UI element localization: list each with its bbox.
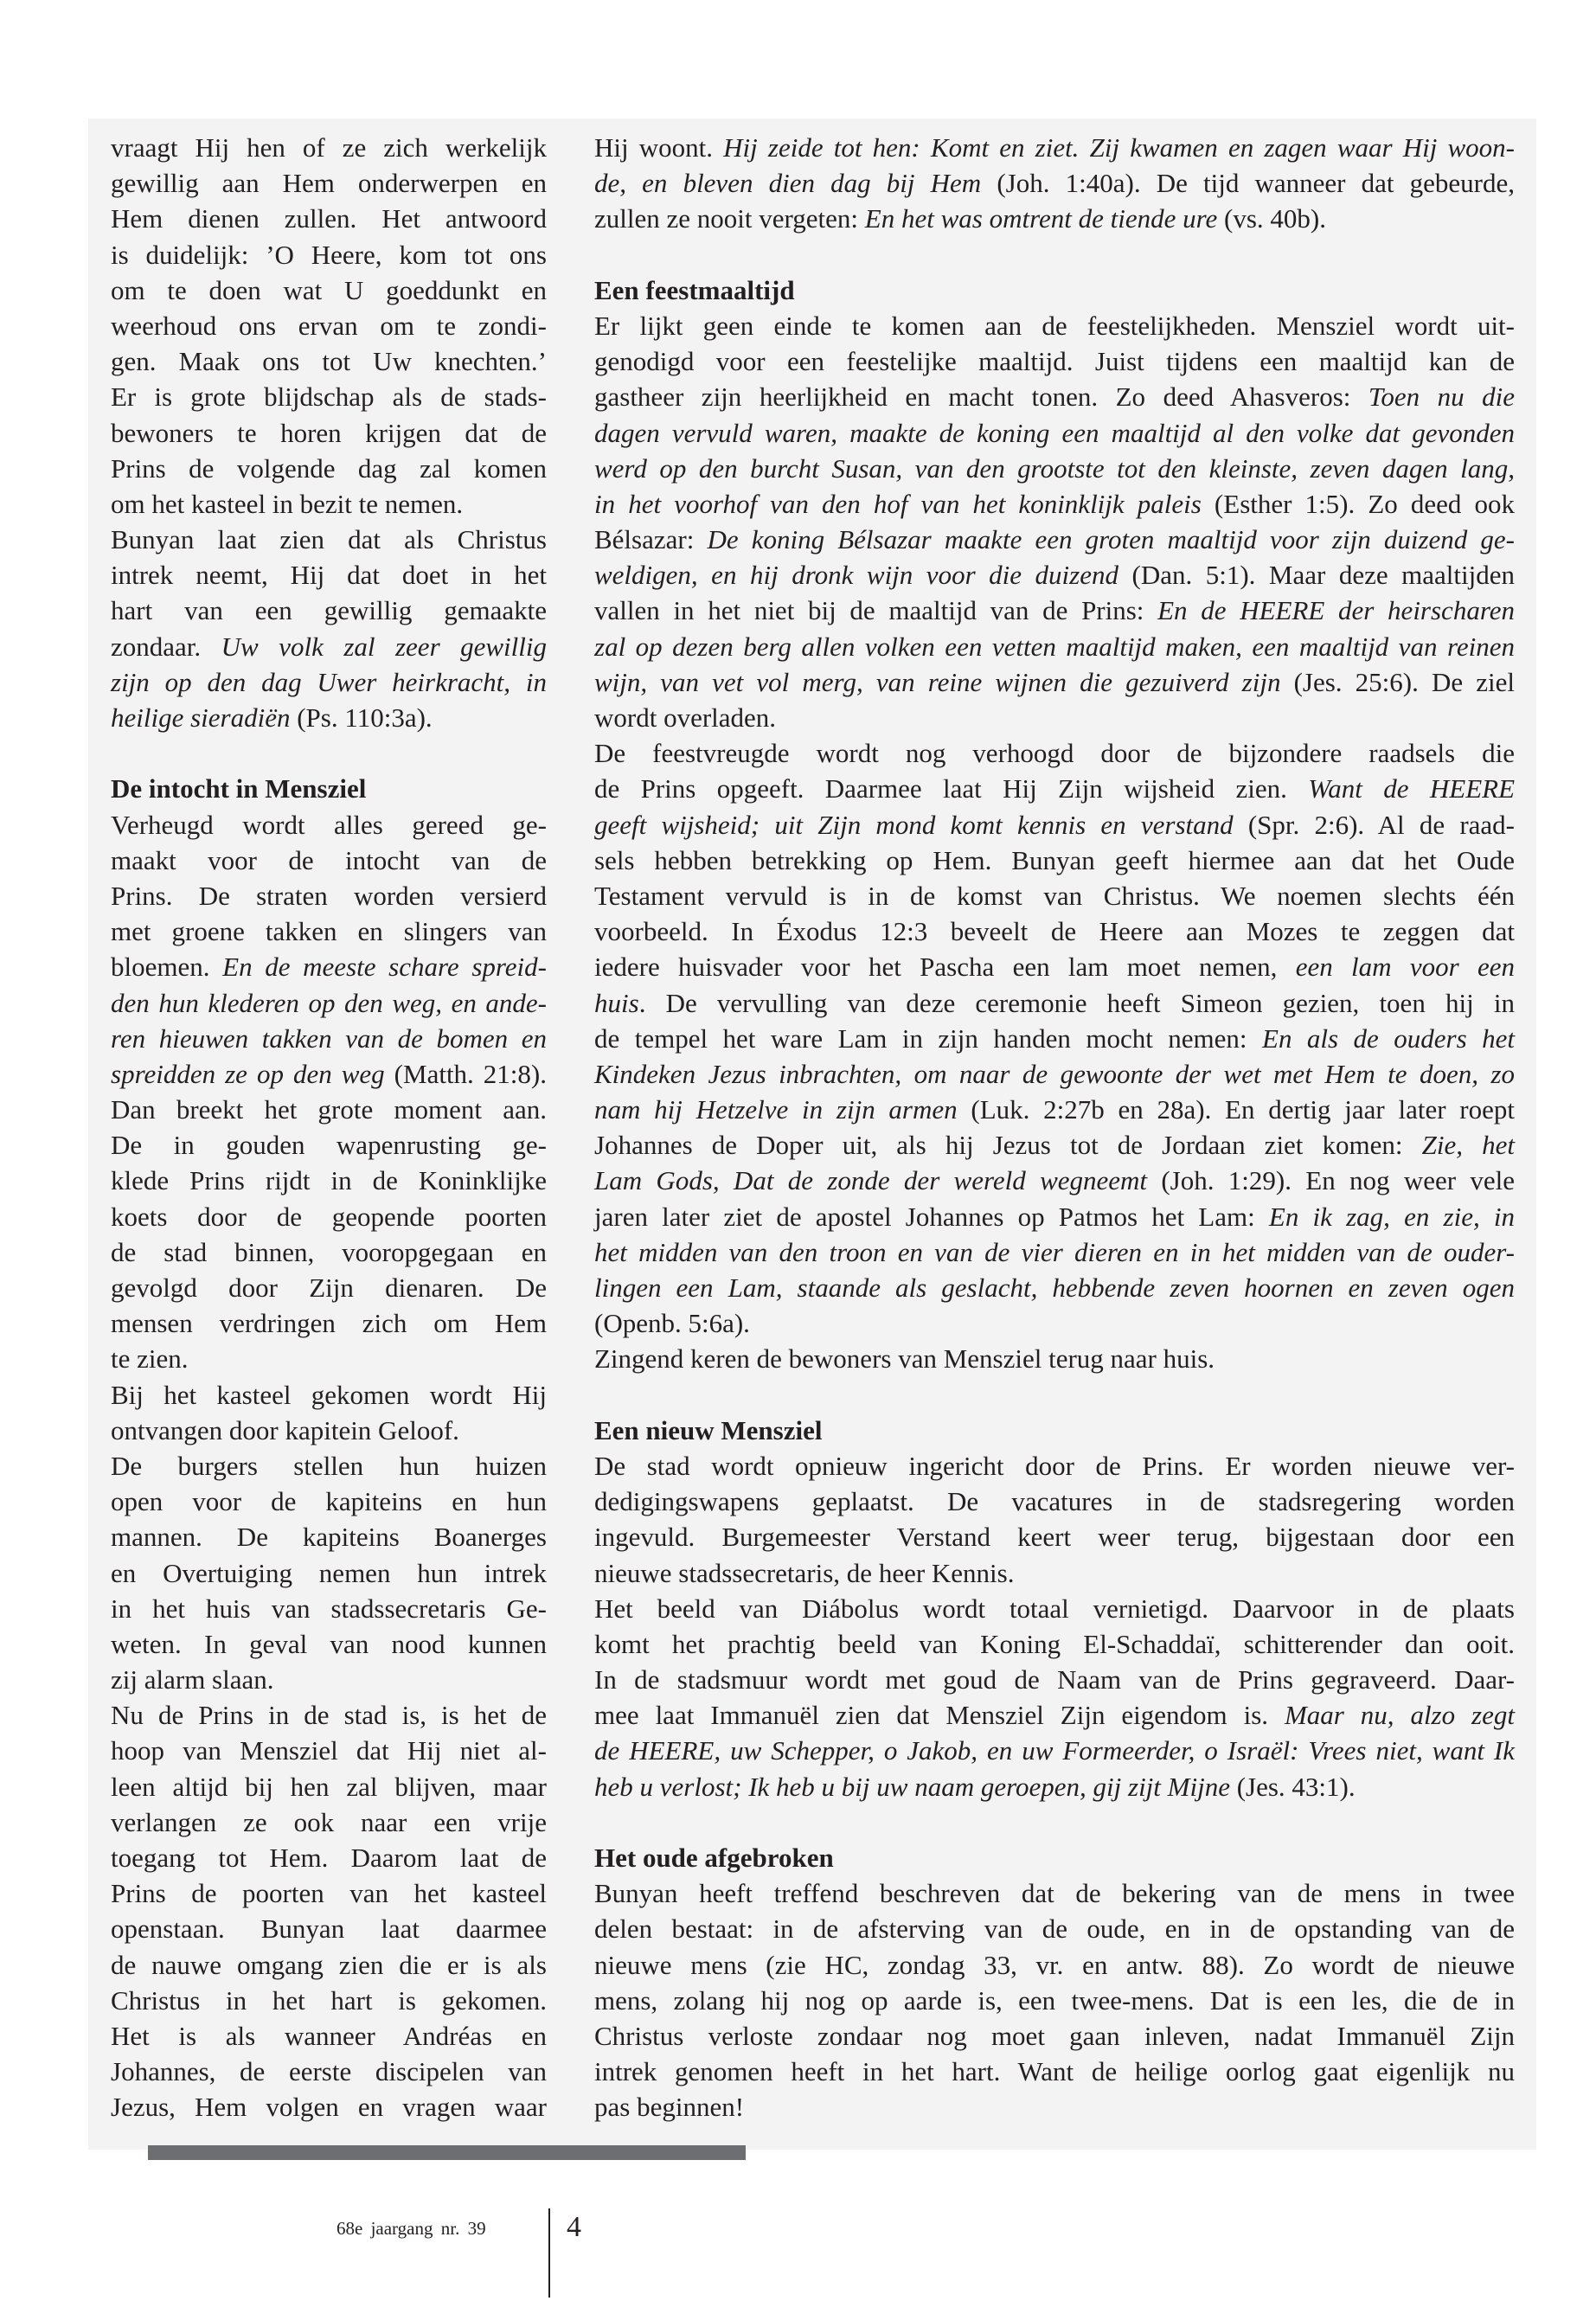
body-text: jaren later ziet de apostel Johannes op Patmos het Lam: [594, 1201, 1269, 1232]
body-text: (Dan. 5:1). Maar deze maaltijden [1118, 560, 1515, 591]
text-line [594, 1983, 1515, 2018]
body-text: zij alarm slaan. [111, 1664, 274, 1695]
text-line [594, 913, 1515, 949]
body-text: toegang tot Hem. Daarom laat de [111, 1843, 547, 1873]
section-heading: Een feestmaaltijd [594, 274, 795, 305]
quotation-text: een lam voor een [1295, 952, 1515, 983]
quotation-text: weldigen, en hij dronk wijn voor die duizend [594, 560, 1118, 591]
text-line [111, 629, 547, 664]
quotation-text: dagen vervuld waren, maakte de koning een maaltijd al den volke dat gevonden [594, 417, 1515, 448]
quotation-text: En het was omtrent de tiende ure [864, 203, 1218, 234]
quotation-text: En de meeste schare spreid- [222, 952, 547, 983]
text-line [111, 1341, 547, 1376]
text-line [111, 1626, 547, 1662]
body-text: intrek genomen heeft in het hart. Want de heilige oorlog gaat eigenlijk nu [594, 2056, 1515, 2087]
body-text: komt het prachtig beeld van Koning El-Schaddaï, schitterender dan ooit. [594, 1628, 1515, 1659]
text-line [594, 1448, 1515, 1484]
body-text: maakt voor de intocht van de [111, 844, 547, 875]
text-line [594, 735, 1515, 771]
text-line [111, 1697, 547, 1733]
text-line [594, 1305, 1515, 1341]
body-text: (Jes. 43:1). [1229, 1771, 1356, 1802]
quotation-text: het midden van den troon en van de vier dieren en in het midden van de ouder- [594, 1236, 1515, 1267]
text-line [594, 486, 1515, 522]
body-text: De burgers stellen hun huizen [111, 1450, 547, 1481]
body-text: ingevuld. Burgemeester Verstand keert weer terug, bijgestaan door een [594, 1522, 1515, 1553]
issue-label: 68e jaargang nr. 39 [337, 2218, 486, 2239]
section-heading: Een nieuw Mensziel [594, 1414, 823, 1445]
text-line [594, 201, 1515, 236]
body-text: koets door de geopende poorten [111, 1201, 547, 1232]
body-text: Testament vervuld is in de komst van Christus. We noemen slechts één [594, 880, 1515, 911]
left-text-column [111, 130, 547, 2125]
body-text: pas beginnen! [594, 2092, 745, 2123]
body-text: De stad wordt opnieuw ingericht door de Prins. Er worden nieuwe ver- [594, 1450, 1515, 1481]
text-line [111, 1769, 547, 1804]
paragraph [111, 807, 547, 1377]
text-line [111, 985, 547, 1021]
text-line [111, 237, 547, 272]
paragraph [111, 1448, 547, 1697]
decorative-footer-bar [148, 2145, 746, 2160]
body-text: dedigingswapens geplaatst. De vacatures in de stadsregering worden [594, 1486, 1515, 1517]
text-line [111, 878, 547, 913]
quotation-text: Hij zeide tot hen: Komt en ziet. Zij kwamen en zagen waar Hij woon- [723, 132, 1515, 163]
body-text: (Jes. 25:6). De ziel [1280, 666, 1515, 697]
body-text: (Matth. 21:8). [384, 1058, 547, 1089]
body-text: gewillig aan Hem onderwerpen en [111, 168, 547, 199]
body-text: mensen verdringen zich om Hem [111, 1308, 547, 1339]
body-text: Prins de volgende dag zal komen [111, 452, 547, 484]
text-line [111, 165, 547, 201]
body-text: klede Prins rijdt in de Koninklijke [111, 1165, 547, 1196]
text-line [594, 1270, 1515, 1305]
body-text: voorbeeld. In Éxodus 12:3 beveelt de Heere aan Mozes te zeggen dat [594, 916, 1515, 947]
text-line [594, 1911, 1515, 1946]
body-text: de Prins opgeeft. Daarmee laat Hij Zijn wijsheid zien. [594, 773, 1309, 804]
body-text: Johannes, de eerste discipelen van [111, 2056, 547, 2087]
text-line [594, 1662, 1515, 1697]
text-line [111, 201, 547, 236]
text-line [111, 1733, 547, 1768]
text-line [111, 1092, 547, 1127]
body-text: leen altijd bij hen zal blijven, maar [111, 1771, 547, 1802]
body-text: Johannes de Doper uit, als hij Jezus tot de Jordaan ziet komen: [594, 1130, 1422, 1161]
text-line [111, 2054, 547, 2089]
body-text: Bij het kasteel gekomen wordt Hij [111, 1379, 547, 1410]
paragraph-spacer [594, 237, 1515, 272]
text-line [594, 557, 1515, 593]
text-line [111, 1021, 547, 1056]
body-text: mens, zolang hij nog op aarde is, een twee-mens. Dat is een les, die de in [594, 1984, 1515, 2016]
quotation-text: lingen een Lam, staande als geslacht, hebbende zeven hoornen en zeven ogen [594, 1272, 1515, 1303]
text-line [594, 1591, 1515, 1626]
text-line [111, 130, 547, 165]
quotation-text: heilige sieradiën [111, 702, 291, 733]
body-text: ontvangen door kapitein Geloof. [111, 1414, 459, 1445]
paragraph [594, 308, 1515, 735]
right-text-column [594, 130, 1515, 2125]
body-text: Het beeld van Diábolus wordt totaal vernietigd. Daarvoor in de plaats [594, 1593, 1515, 1624]
text-line [111, 1804, 547, 1840]
body-text: Prins de poorten van het kasteel [111, 1878, 547, 1909]
paragraph [594, 1448, 1515, 1591]
body-text: (Openb. 5:6a). [594, 1308, 750, 1339]
text-line [594, 664, 1515, 700]
text-line [594, 771, 1515, 806]
footer-divider [548, 2208, 550, 2298]
text-line [111, 1413, 547, 1448]
body-text: vraagt Hij hen of ze zich werkelijk [111, 132, 547, 163]
text-line [111, 1056, 547, 1092]
paragraph-spacer [594, 1804, 1515, 1840]
text-line [111, 593, 547, 628]
body-text: In de stadsmuur wordt met goud de Naam van de Prins gegraveerd. Daar- [594, 1664, 1515, 1695]
body-text: bloemen. [111, 952, 223, 983]
text-line [111, 343, 547, 379]
text-line [111, 1234, 547, 1270]
body-text: gastheer zijn heerlijkheid en macht tonen. Zo deed Ahasveros: [594, 381, 1368, 413]
body-text: vallen in het niet bij de maaltijd van de Prins: [594, 595, 1158, 626]
text-line [111, 664, 547, 700]
body-text: (Esther 1:5). Zo deed ook [1201, 488, 1515, 519]
body-text: hoop van Mensziel dat Hij niet al- [111, 1735, 547, 1766]
body-text: Bélsazar: [594, 524, 708, 555]
text-line [111, 451, 547, 486]
text-line [111, 1448, 547, 1484]
text-line [111, 1555, 547, 1591]
body-text: gen. Maak ons tot Uw knechten.’ [111, 346, 547, 377]
body-text: is duidelijk: ’O Heere, kom tot ons [111, 239, 547, 270]
text-line [111, 1519, 547, 1554]
text-line [111, 379, 547, 414]
body-text: Er is grote blijdschap als de stads- [111, 381, 547, 413]
body-text: (Spr. 2:6). Al de raad- [1233, 809, 1515, 840]
body-text: verlangen ze ook naar een vrije [111, 1806, 547, 1837]
text-line [594, 343, 1515, 379]
quotation-text: den hun klederen op den weg, en ande- [111, 987, 547, 1018]
text-line [594, 985, 1515, 1021]
text-line [594, 843, 1515, 878]
quotation-text: De koning Bélsazar maakte een groten maaltijd voor zijn duizend ge- [707, 524, 1515, 555]
body-text: om het kasteel in bezit te nemen. [111, 488, 464, 519]
text-line [111, 1840, 547, 1875]
text-line [594, 1021, 1515, 1056]
text-line [594, 522, 1515, 557]
body-text: gevolgd door Zijn dienaren. De [111, 1272, 547, 1303]
text-line [594, 308, 1515, 343]
body-text: Bunyan laat zien dat als Christus [111, 524, 547, 555]
section-heading: De intocht in Mensziel [111, 773, 367, 804]
text-line [594, 1733, 1515, 1768]
text-line [111, 1484, 547, 1519]
text-line [111, 700, 547, 735]
quotation-text: Toen nu die [1368, 381, 1516, 413]
body-text: weten. In geval van nood kunnen [111, 1628, 547, 1659]
section-heading: Het oude afgebroken [594, 1843, 834, 1873]
quotation-text: Kindeken Jezus inbrachten, om naar de gewoonte der wet met Hem te doen, zo [594, 1058, 1515, 1089]
body-text: genodigd voor een feestelijke maaltijd. Juist tijdens een maaltijd kan de [594, 346, 1515, 377]
body-text: . De vervulling van deze ceremonie heeft Simeon gezien, toen hij in [638, 987, 1515, 1018]
quotation-text: spreidden ze op den weg [111, 1058, 385, 1089]
text-line [594, 1127, 1515, 1163]
paragraph [594, 1341, 1515, 1376]
text-line [111, 272, 547, 308]
text-line [111, 1875, 547, 1911]
quotation-text: En de HEERE der heirscharen [1157, 595, 1515, 626]
text-line [594, 1234, 1515, 1270]
paragraph [111, 1377, 547, 1448]
text-line [594, 807, 1515, 843]
text-line [594, 1341, 1515, 1376]
body-text: Het is als wanneer Andréas en [111, 2020, 547, 2051]
text-line [594, 1056, 1515, 1092]
body-text: de stad binnen, vooropgegaan en [111, 1236, 547, 1267]
paragraph [111, 130, 547, 522]
text-line [111, 557, 547, 593]
body-text: Er lijkt geen einde te komen aan de feestelijkheden. Mensziel wordt uit- [594, 310, 1515, 341]
text-line [594, 949, 1515, 984]
paragraph-spacer [594, 1377, 1515, 1413]
quotation-text: En ik zag, en zie, in [1268, 1201, 1516, 1232]
text-line [594, 2089, 1515, 2125]
body-text: intrek neemt, Hij dat doet in het [111, 560, 547, 591]
quotation-text: in het voorhof van den hof van het koninklijk paleis [594, 488, 1202, 519]
text-line [594, 1875, 1515, 1911]
quotation-text: de, en bleven dien dag bij Hem [594, 168, 982, 199]
text-line [111, 1305, 547, 1341]
body-text: nieuwe mens (zie HC, zondag 33, vr. en antw. 88). Zo wordt de nieuwe [594, 1949, 1515, 1980]
text-line [594, 1199, 1515, 1234]
text-line [111, 913, 547, 949]
body-text: (Joh. 1:29). En nog weer vele [1147, 1165, 1515, 1196]
body-text: delen bestaat: in de afsterving van de oude, en in de opstanding van de [594, 1913, 1515, 1945]
text-line [594, 2054, 1515, 2089]
text-line [594, 1769, 1515, 1804]
text-line [111, 1983, 547, 2018]
body-text: (vs. 40b). [1217, 203, 1326, 234]
body-text: de nauwe omgang zien die er is als [111, 1949, 547, 1980]
paragraph [111, 522, 547, 735]
text-line [111, 2089, 547, 2125]
body-text: Jezus, Hem volgen en vragen waar [111, 2092, 547, 2123]
body-text: openstaan. Bunyan laat daarmee [111, 1913, 547, 1945]
body-text: Hem dienen zullen. Het antwoord [111, 203, 547, 234]
body-text: zullen ze nooit vergeten: [594, 203, 865, 234]
body-text: iedere huisvader voor het Pascha een lam moet nemen, [594, 952, 1296, 983]
body-text: De feestvreugde wordt nog verhoogd door de bijzondere raadsels die [594, 738, 1515, 769]
paragraph [594, 1591, 1515, 1804]
body-text: weerhoud ons ervan om te zondi- [111, 310, 547, 341]
body-text: de tempel het ware Lam in zijn handen mocht nemen: [594, 1022, 1263, 1054]
text-line [594, 1555, 1515, 1591]
quotation-text: huis [594, 987, 639, 1018]
quotation-text: wijn, van vet vol merg, van reine wijnen die gezuiverd zijn [594, 666, 1281, 697]
text-line [594, 629, 1515, 664]
text-line [111, 1270, 547, 1305]
quotation-text: nam hij Hetzelve in zijn armen [594, 1094, 958, 1125]
quotation-text: Want de HEERE [1308, 773, 1516, 804]
body-text: met groene takken en slingers van [111, 916, 547, 947]
text-line [111, 1591, 547, 1626]
body-text: nieuwe stadssecretaris, de heer Kennis. [594, 1557, 1015, 1588]
body-text: mee laat Immanuël zien dat Mensziel Zijn eigendom is. [594, 1700, 1285, 1731]
text-line [111, 807, 547, 843]
quotation-text: Zie, het [1421, 1130, 1515, 1161]
text-line [111, 522, 547, 557]
quotation-text: ren hieuwen takken van de bomen en [111, 1022, 547, 1054]
text-line [594, 415, 1515, 451]
body-text: Hij woont. [594, 132, 724, 163]
paragraph [594, 735, 1515, 1341]
body-text: zondaar. [111, 631, 221, 662]
text-line [111, 843, 547, 878]
body-text: Verheugd wordt alles gereed ge- [111, 809, 547, 840]
quotation-text: Maar nu, alzo zegt [1284, 1700, 1515, 1731]
paragraph-spacer [111, 735, 547, 771]
body-text: mannen. De kapiteins Boanerges [111, 1522, 547, 1553]
text-line [594, 1484, 1515, 1519]
body-text: Christus verloste zondaar nog moet gaan inleven, nadat Immanuël Zijn [594, 2020, 1515, 2051]
quotation-text: zal op dezen berg allen volken een vetten maaltijd maken, een maaltijd van reinen [594, 631, 1515, 662]
body-text: Zingend keren de bewoners van Mensziel terug naar huis. [594, 1343, 1215, 1375]
text-line [594, 1092, 1515, 1127]
text-line [594, 130, 1515, 165]
paragraph [111, 1697, 547, 2125]
text-line [594, 1947, 1515, 1983]
text-line [594, 593, 1515, 628]
quotation-text: En als de ouders het [1262, 1022, 1515, 1054]
body-text: om te doen wat U goeddunkt en [111, 274, 547, 305]
body-text: sels hebben betrekking op Hem. Bunyan geeft hiermee aan dat het Oude [594, 844, 1515, 875]
text-line [594, 1626, 1515, 1662]
body-text: Prins. De straten worden versierd [111, 880, 547, 911]
body-text: in het huis van stadssecretaris Ge- [111, 1593, 547, 1624]
quotation-text: zijn op den dag Uwer heirkracht, in [111, 666, 547, 697]
body-text: open voor de kapiteins en hun [111, 1486, 547, 1517]
text-line [594, 700, 1515, 735]
body-text: wordt overladen. [594, 702, 777, 733]
body-text: Nu de Prins in de stad is, is het de [111, 1700, 547, 1731]
text-line [111, 949, 547, 984]
body-text: (Ps. 110:3a). [290, 702, 433, 733]
text-line [594, 379, 1515, 414]
text-line [594, 878, 1515, 913]
page-number: 4 [567, 2211, 581, 2243]
text-line [111, 1199, 547, 1234]
text-line [594, 1519, 1515, 1554]
quotation-text: geeft wijsheid; uit Zijn mond komt kennis en verstand [594, 809, 1234, 840]
text-line [111, 486, 547, 522]
body-text: Dan breekt het grote moment aan. [111, 1094, 547, 1125]
text-line [111, 308, 547, 343]
text-line [594, 2018, 1515, 2054]
body-text: hart van een gewillig gemaakte [111, 595, 547, 626]
text-line [111, 2018, 547, 2054]
quotation-text: de HEERE, uw Schepper, o Jakob, en uw Formeerder, o Israël: Vrees niet, want Ik [594, 1735, 1515, 1766]
text-line [594, 165, 1515, 201]
body-text: Christus in het hart is gekomen. [111, 1984, 547, 2016]
body-text: (Luk. 2:27b en 28a). En dertig jaar later roept [957, 1094, 1515, 1125]
text-line [594, 1697, 1515, 1733]
body-text: (Joh. 1:40a). De tijd wanneer dat gebeurde, [981, 168, 1516, 199]
paragraph [594, 1875, 1515, 2125]
text-line [111, 415, 547, 451]
quotation-text: Lam Gods, Dat de zonde der wereld wegneemt [594, 1165, 1148, 1196]
text-line [111, 1911, 547, 1946]
text-line [594, 1163, 1515, 1198]
body-text: en Overtuiging nemen hun intrek [111, 1557, 547, 1588]
body-text: bewoners te horen krijgen dat de [111, 417, 547, 448]
text-line [111, 1377, 547, 1413]
text-line [111, 1163, 547, 1198]
text-line [594, 451, 1515, 486]
body-text: De in gouden wapenrusting ge- [111, 1130, 547, 1161]
body-text: Bunyan heeft treffend beschreven dat de bekering van de mens in twee [594, 1878, 1515, 1909]
body-text: te zien. [111, 1343, 189, 1375]
paragraph [594, 130, 1515, 237]
quotation-text: Uw volk zal zeer gewillig [221, 631, 548, 662]
text-line [111, 1127, 547, 1163]
quotation-text: werd op den burcht Susan, van den grootste tot den kleinste, zeven dagen lang, [594, 452, 1515, 484]
text-line [111, 1947, 547, 1983]
text-line [111, 1662, 547, 1697]
quotation-text: heb u verlost; Ik heb u bij uw naam geroepen, gij zijt Mijne [594, 1771, 1230, 1802]
